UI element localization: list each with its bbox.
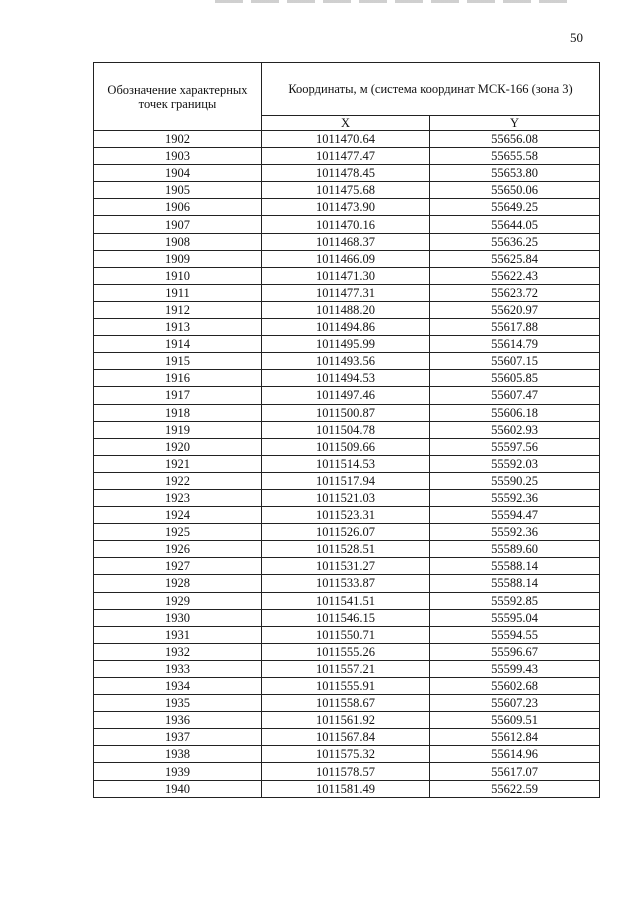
point-id-cell: 1937 [94, 729, 262, 746]
point-id-cell: 1934 [94, 678, 262, 695]
y-coordinate-cell: 55625.84 [430, 250, 600, 267]
point-id-cell: 1924 [94, 507, 262, 524]
table-row [94, 507, 600, 524]
y-coordinate-cell: 55592.03 [430, 455, 600, 472]
y-coordinate-cell: 55594.47 [430, 507, 600, 524]
point-id-cell: 1932 [94, 643, 262, 660]
y-coordinate-cell: 55602.68 [430, 678, 600, 695]
table-row [94, 541, 600, 558]
point-id-cell: 1910 [94, 267, 262, 284]
table-row [94, 182, 600, 199]
table-row [94, 301, 600, 318]
table-row [94, 131, 600, 148]
x-coordinate-cell: 1011497.46 [262, 387, 430, 404]
table-row [94, 524, 600, 541]
point-id-cell: 1907 [94, 216, 262, 233]
table-row [94, 353, 600, 370]
table-row [94, 780, 600, 797]
point-id-cell: 1921 [94, 455, 262, 472]
y-coordinate-cell: 55656.08 [430, 131, 600, 148]
y-coordinate-cell: 55609.51 [430, 712, 600, 729]
y-coordinate-cell: 55597.56 [430, 438, 600, 455]
x-coordinate-cell: 1011581.49 [262, 780, 430, 797]
y-coordinate-cell: 55605.85 [430, 370, 600, 387]
x-coordinate-cell: 1011567.84 [262, 729, 430, 746]
x-coordinate-cell: 1011477.47 [262, 148, 430, 165]
x-coordinate-cell: 1011477.31 [262, 284, 430, 301]
y-coordinate-cell: 55623.72 [430, 284, 600, 301]
y-coordinate-cell: 55622.43 [430, 267, 600, 284]
y-coordinate-cell: 55590.25 [430, 472, 600, 489]
y-coordinate-cell: 55636.25 [430, 233, 600, 250]
y-coordinate-cell: 55617.07 [430, 763, 600, 780]
y-coordinate-cell: 55592.85 [430, 592, 600, 609]
y-coordinate-cell: 55602.93 [430, 421, 600, 438]
table-row [94, 404, 600, 421]
table-row [94, 250, 600, 267]
x-coordinate-cell: 1011470.64 [262, 131, 430, 148]
table-row [94, 660, 600, 677]
point-id-cell: 1920 [94, 438, 262, 455]
coordinates-table [93, 62, 600, 798]
point-id-cell: 1909 [94, 250, 262, 267]
table-row [94, 370, 600, 387]
table-row [94, 216, 600, 233]
x-coordinate-cell: 1011475.68 [262, 182, 430, 199]
x-coordinate-cell: 1011575.32 [262, 746, 430, 763]
x-coordinate-cell: 1011495.99 [262, 336, 430, 353]
table-row [94, 199, 600, 216]
point-id-cell: 1930 [94, 609, 262, 626]
point-id-cell: 1938 [94, 746, 262, 763]
header-coordinates: Координаты, м (система координат МСК-166 (зона 3) [262, 63, 600, 116]
x-coordinate-cell: 1011494.86 [262, 319, 430, 336]
point-id-cell: 1916 [94, 370, 262, 387]
point-id-cell: 1906 [94, 199, 262, 216]
y-coordinate-cell: 55612.84 [430, 729, 600, 746]
table-row [94, 695, 600, 712]
x-coordinate-cell: 1011473.90 [262, 199, 430, 216]
table-row [94, 148, 600, 165]
x-coordinate-cell: 1011578.57 [262, 763, 430, 780]
y-coordinate-cell: 55607.23 [430, 695, 600, 712]
point-id-cell: 1905 [94, 182, 262, 199]
y-coordinate-cell: 55622.59 [430, 780, 600, 797]
point-id-cell: 1936 [94, 712, 262, 729]
table-row [94, 643, 600, 660]
x-coordinate-cell: 1011478.45 [262, 165, 430, 182]
point-id-cell: 1922 [94, 472, 262, 489]
y-coordinate-cell: 55607.15 [430, 353, 600, 370]
x-coordinate-cell: 1011555.91 [262, 678, 430, 695]
point-id-cell: 1935 [94, 695, 262, 712]
table-row [94, 575, 600, 592]
table-body [94, 131, 600, 798]
table-row [94, 165, 600, 182]
y-coordinate-cell: 55620.97 [430, 301, 600, 318]
point-id-cell: 1914 [94, 336, 262, 353]
y-coordinate-cell: 55596.67 [430, 643, 600, 660]
y-coordinate-cell: 55592.36 [430, 524, 600, 541]
x-coordinate-cell: 1011555.26 [262, 643, 430, 660]
x-coordinate-cell: 1011468.37 [262, 233, 430, 250]
y-coordinate-cell: 55588.14 [430, 575, 600, 592]
point-id-cell: 1926 [94, 541, 262, 558]
x-coordinate-cell: 1011514.53 [262, 455, 430, 472]
table-row [94, 267, 600, 284]
point-id-cell: 1940 [94, 780, 262, 797]
x-coordinate-cell: 1011531.27 [262, 558, 430, 575]
point-id-cell: 1929 [94, 592, 262, 609]
header-x: X [262, 116, 430, 131]
y-coordinate-cell: 55653.80 [430, 165, 600, 182]
y-coordinate-cell: 55599.43 [430, 660, 600, 677]
x-coordinate-cell: 1011466.09 [262, 250, 430, 267]
point-id-cell: 1933 [94, 660, 262, 677]
x-coordinate-cell: 1011533.87 [262, 575, 430, 592]
x-coordinate-cell: 1011488.20 [262, 301, 430, 318]
x-coordinate-cell: 1011526.07 [262, 524, 430, 541]
table-row [94, 609, 600, 626]
point-id-cell: 1928 [94, 575, 262, 592]
point-id-cell: 1931 [94, 626, 262, 643]
table-row [94, 233, 600, 250]
y-coordinate-cell: 55588.14 [430, 558, 600, 575]
y-coordinate-cell: 55594.55 [430, 626, 600, 643]
point-id-cell: 1923 [94, 489, 262, 506]
point-id-cell: 1939 [94, 763, 262, 780]
table-row [94, 336, 600, 353]
x-coordinate-cell: 1011546.15 [262, 609, 430, 626]
y-coordinate-cell: 55649.25 [430, 199, 600, 216]
y-coordinate-cell: 55592.36 [430, 489, 600, 506]
table-row [94, 455, 600, 472]
point-id-cell: 1908 [94, 233, 262, 250]
x-coordinate-cell: 1011471.30 [262, 267, 430, 284]
x-coordinate-cell: 1011517.94 [262, 472, 430, 489]
y-coordinate-cell: 55614.79 [430, 336, 600, 353]
point-id-cell: 1904 [94, 165, 262, 182]
scan-artifact-marks [215, 0, 575, 3]
table-row [94, 319, 600, 336]
y-coordinate-cell: 55644.05 [430, 216, 600, 233]
x-coordinate-cell: 1011528.51 [262, 541, 430, 558]
table-row [94, 387, 600, 404]
y-coordinate-cell: 55617.88 [430, 319, 600, 336]
table-row [94, 472, 600, 489]
y-coordinate-cell: 55606.18 [430, 404, 600, 421]
x-coordinate-cell: 1011561.92 [262, 712, 430, 729]
x-coordinate-cell: 1011541.51 [262, 592, 430, 609]
table-row [94, 489, 600, 506]
x-coordinate-cell: 1011550.71 [262, 626, 430, 643]
x-coordinate-cell: 1011493.56 [262, 353, 430, 370]
y-coordinate-cell: 55607.47 [430, 387, 600, 404]
table-row [94, 729, 600, 746]
page-number: 50 [570, 30, 583, 45]
y-coordinate-cell: 55595.04 [430, 609, 600, 626]
point-id-cell: 1918 [94, 404, 262, 421]
x-coordinate-cell: 1011557.21 [262, 660, 430, 677]
point-id-cell: 1913 [94, 319, 262, 336]
point-id-cell: 1902 [94, 131, 262, 148]
table-row [94, 421, 600, 438]
y-coordinate-cell: 55589.60 [430, 541, 600, 558]
point-id-cell: 1915 [94, 353, 262, 370]
point-id-cell: 1903 [94, 148, 262, 165]
table-row [94, 746, 600, 763]
y-coordinate-cell: 55650.06 [430, 182, 600, 199]
table-row [94, 592, 600, 609]
table-row [94, 763, 600, 780]
y-coordinate-cell: 55655.58 [430, 148, 600, 165]
x-coordinate-cell: 1011509.66 [262, 438, 430, 455]
table-row [94, 626, 600, 643]
x-coordinate-cell: 1011521.03 [262, 489, 430, 506]
table-row [94, 712, 600, 729]
table-row [94, 558, 600, 575]
x-coordinate-cell: 1011504.78 [262, 421, 430, 438]
table-row [94, 284, 600, 301]
table-row [94, 438, 600, 455]
point-id-cell: 1925 [94, 524, 262, 541]
point-id-cell: 1919 [94, 421, 262, 438]
x-coordinate-cell: 1011494.53 [262, 370, 430, 387]
x-coordinate-cell: 1011523.31 [262, 507, 430, 524]
point-id-cell: 1912 [94, 301, 262, 318]
x-coordinate-cell: 1011470.16 [262, 216, 430, 233]
header-point-designation: Обозначение характерных точек границы [94, 63, 262, 131]
x-coordinate-cell: 1011500.87 [262, 404, 430, 421]
table-row [94, 678, 600, 695]
point-id-cell: 1927 [94, 558, 262, 575]
point-id-cell: 1911 [94, 284, 262, 301]
y-coordinate-cell: 55614.96 [430, 746, 600, 763]
point-id-cell: 1917 [94, 387, 262, 404]
header-y: Y [430, 116, 600, 131]
x-coordinate-cell: 1011558.67 [262, 695, 430, 712]
